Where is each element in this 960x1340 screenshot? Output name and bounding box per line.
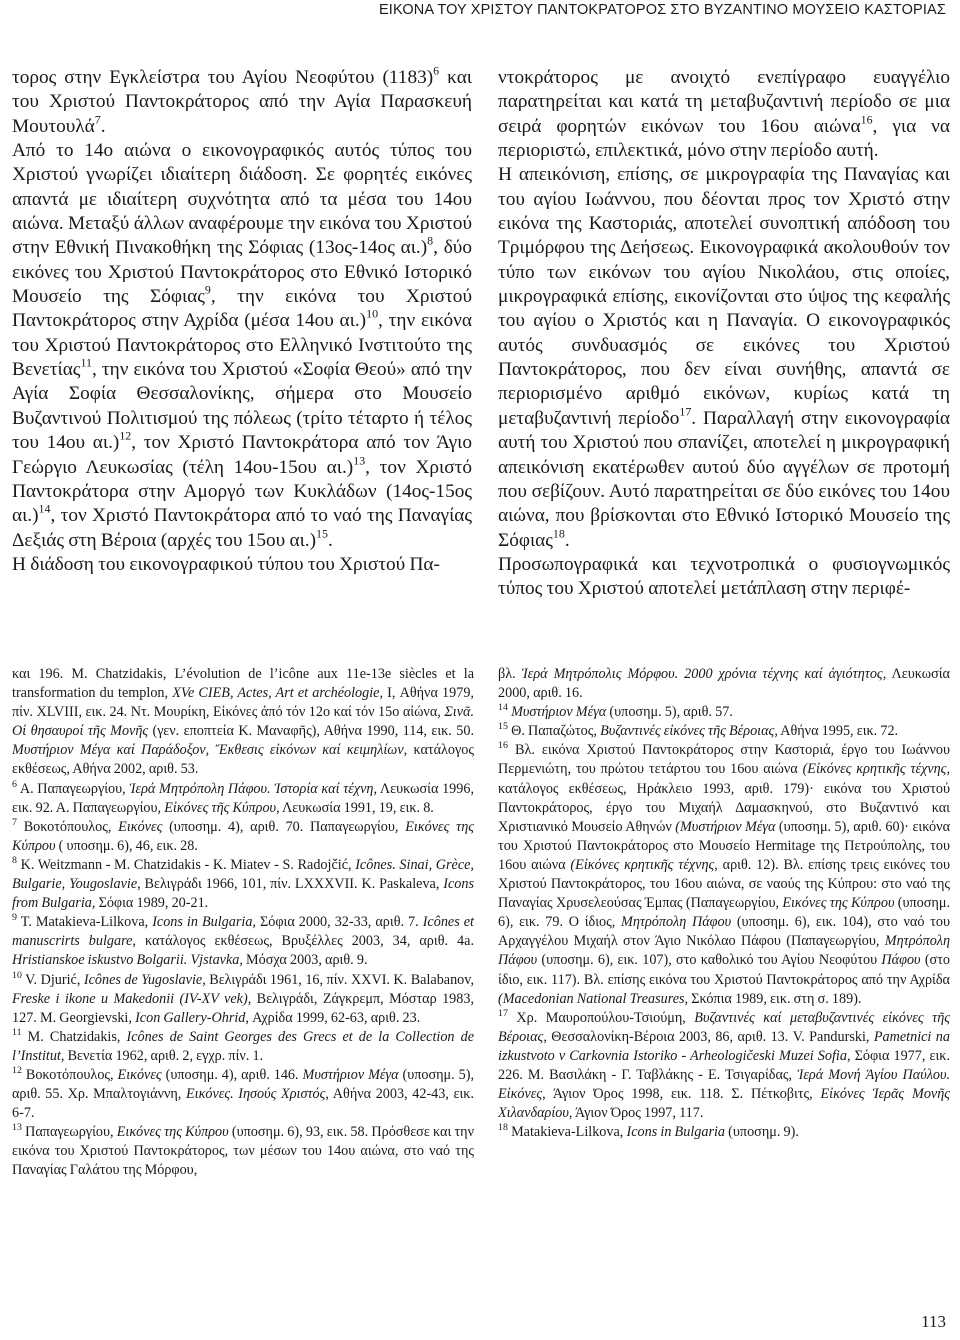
footnotes-right [498, 665, 950, 1142]
footnote: $^{16}$ Βλ. εικόνα Χριστού Παντοκράτορος στην Καστοριά, έργο του Ιωάννου Περμενιώτη, του πρώτου τετάρτου του 16ου αιώνα (Εἰκόνες κρητικῆς τέχνης, κατάλογος εκθέσεως, Ηράκλειο 1993, αριθ. 179)· εικόνα του Χριστού Παντοκράτορος, έργο του Μιχαήλ Δαμασκηνού, στο Βυζαντινό και Χριστιανικό Μουσείο Αθηνών (Μυστήριον Μέγα (υποσημ. 5), αριθ. 60)· εικόνα του Χριστού Παντοκράτορος στο Μουσείο Hermitage της Πετρούπολης, του 16ου αιώνα (Εἰκόνες κρητικῆς τέχνης, αριθ. 12). Βλ. επίσης τρεις εικόνες του Χριστού Παντοκράτορος, του 16ου αιώνα, σε ναούς της Κύπρου: στο ναό της Παναγίας Χρυσελεούσας Έμπας (Παπαγεωργίου, Εικόνες της Κύπρου (υποσημ. 6), εικ. 79. Ο ίδιος, Μητρόπολη Πάφου (υποσημ. 6), εικ. 104), στο ναό του Αρχαγγέλου Μιχαήλ στον Άγιο Νικόλαο Πάφου (Παπαγεωργίου, Μητρόπολη Πάφου (υποσημ. 6), εικ. 107), στο καθολικό του Αγίου Νεοφύτου Πάφου (στο ίδιο, εικ. 117). Βλ. επίσης εικόνα του Χριστού Παντοκράτορος από την Αχρίδα (Macedonian National Treasures, Σκόπια 1989, εικ. στη σ. 189). [498, 740, 951, 1007]
body-paragraph: Προσωπογραφικά και τεχνοτροπικά ο φυσιογνωμικός τύπος του Χριστού αποτελεί μετάπλαση στην περιφέ- [498, 553, 950, 600]
footnote: βλ. Ἱερά Μητρόπολις Μόρφου. 2000 χρόνια τέχνης καί ἁγιότητος, Λευκωσία 2000, αριθ. 16. [498, 666, 950, 702]
body-column-left [12, 63, 473, 577]
footnote: $^{10}$ V. Djurić, Icônes de Yugoslavie, Βελιγράδι 1961, 16, πίν. XXVI. K. Balabanov, Freske i ikone u Makedonii (IV-XV vek), Βελιγράδι, Ζάγκρεμπ, Μόσταρ 1983, 127. M. Georgievski, Icon Gallery-Ohrid, Αχρίδα 1999, 62-63, αριθ. 23. [12, 969, 474, 1026]
footnotes-left [12, 665, 474, 1181]
footnote: $^9$ T. Matakieva-Lilkova, Icons in Bulgaria, Σόφια 2000, 32-33, αριθ. 7. Icônes et manuscrirts bulgare, κατάλογος εκθέσεως, Βρυξέλλες 2003, 34, αριθ. 4a. Hristianskoe iskustvo Bolgarii. Vjstavka, Μόσχα 2003, αριθ. 9. [12, 912, 474, 969]
footnote: $^{14}$ Μυστήριον Μέγα (υποσημ. 5), αριθ. 57. [498, 702, 733, 721]
body-paragraph: Η διάδοση του εικονογραφικού τύπου του Χριστού Πα- [12, 553, 440, 575]
footnote: $^{13}$ Παπαγεωργίου, Εικόνες της Κύπρου (υποσημ. 6), 93, εικ. 58. Πρόσθεσε και την εικόνα του Χριστού Παντοκράτορος, των μέσων του 14ου αιώνα, στο ναό της Παναγίας Γαλάτου της Μόρφου, [12, 1122, 474, 1179]
body-paragraph: Από το 14ο αιώνα ο εικονογραφικός αυτός τύπος του Χριστού γνωρίζει ιδιαίτερη διάδοση. Σε φορητές εικόνες απαντά με ιδιαίτερη συχνότητα από τα μέσα του 14ου αιώνα. Μεταξύ άλλων αναφέρουμε την εικόνα του Χριστού στην Εθνική Πινακοθήκη της Σόφιας (13ος-14ος αι.)$^8$, δύο εικόνες του Χριστού Παντοκράτορος στο Εθνικό Ιστορικό Μουσείο της Σόφιας$^9$, την εικόνα του Χριστού Παντοκράτορος στην Αχρίδα (μέσα 14ου αι.)$^{10}$, την εικόνα του Χριστού Παντοκράτορος στο Ελληνικό Ινστιτούτο της Βενετίας$^{11}$, την εικόνα του Χριστού «Σοφία Θεού» από την Αγία Σοφία Θεσσαλονίκης, σήμερα στο Μουσείο Βυζαντινού Πολιτισμού της πόλεως (τρίτο τέταρτο ή τέλος του 14ου αι.)$^{12}$, τον Χριστό Παντοκράτορα από τον Άγιο Γεώργιο Λευκωσίας (τέλη 14ου-15ου αι.)$^{13}$, τον Χριστό Παντοκράτορα στην Αμοργό των Κυκλάδων (14ος-15ος αι.)$^{14}$, τον Χριστό Παντοκράτορα από το ναό της Παναγίας Δεξιάς στη Βέροια (αρχές του 15ου αι.)$^{15}$. [12, 140, 473, 551]
footnote: $^{11}$ M. Chatzidakis, Icônes de Saint Georges des Grecs et de la Collection de l’Institut, Βενετία 1962, αριθ. 2, εγχρ. πίν. 1. [12, 1026, 474, 1064]
page-number: 113 [921, 1312, 946, 1331]
footnote: $^7$ Βοκοτόπουλος, Εικόνες (υποσημ. 4), αριθ. 70. Παπαγεωργίου, Εικόνες της Κύπρου ( υποσημ. 6), 46, εικ. 28. [12, 816, 475, 854]
body-column-right [498, 66, 950, 602]
body-paragraph: ντοκράτορος με ανοιχτό ενεπίγραφο ευαγγέλιο παρατηρείται και κατά τη μεταβυζαντινή περίοδο σε μια σειρά φορητών εικόνων του 16ου αιώνα$^{16}$, για να περιοριστώ, επιλεκτικά, μόνο στην περίοδο αυτή. [498, 67, 950, 162]
footnote: $^{17}$ Χρ. Μαυροπούλου-Τσιούμη, Βυζαντινές καί μεταβυζαντινές εἰκόνες τῆς Βέροιας, Θεσσαλονίκη-Βέροια 2003, 86, αριθ. 13. V. Pandurski, Pametnici na izkustvoto v Carkovnia Istoriko - Arheologičeski Muzei Sofia, Σόφια 1977, εικ. 226. Μ. Βασιλάκη - Γ. Ταβλάκης - Ε. Τσιγαρίδας, Ἱερά Μονή Ἁγίου Παύλου. Εἰκόνες, Άγιον Όρος 1998, εικ. 118. Σ. Πέτκοβιτς, Εἰκόνες Ἱερᾶς Μονῆς Χιλανδαρίου, Άγιον Όρος 1997, 117. [498, 1007, 951, 1122]
footnote: $^{12}$ Βοκοτόπουλος, Εικόνες (υποσημ. 4), αριθ. 146. Μυστήριον Μέγα (υποσημ. 5), αριθ. 55. Χρ. Μπαλτογιάννη, Εικόνες. Ιησούς Χριστός, Αθήνα 2003, 42-43, εικ. 6-7. [12, 1065, 475, 1122]
body-paragraph: Η απεικόνιση, επίσης, σε μικρογραφία της Παναγίας και του αγίου Ιωάννου, που δέονται προς τον Χριστό στην εικόνα της Καστοριάς, αποτελεί συνοπτική απόδοση του Τριμόρφου της Δεήσεως. Εικονογραφικά ακολουθούν τον τύπο των εικόνων του αγίου Νικολάου, στις οποίες, μικρογραφικά επίσης, εικονίζονται στο ύψος της κεφαλής του αγίου ο Χριστός και η Παναγία. Ο εικονογραφικός αυτός συνδυασμός σε εικόνες του Χριστού Παντοκράτορος, που δεν είναι συνήθης, απαντά σε περιορισμένο αριθμό εικόνων, κυρίως κατά τη μεταβυζαντινή περίοδο$^{17}$. Παραλλαγή στην εικονογραφία αυτή του Χριστού που σπανίζει, αποτελεί η μικρογραφική απεικόνιση εκατέρωθεν αυτού δύο αγγέλων σε προτομή που σεβίζουν. Αυτό παρατηρείται σε δύο εικόνες του 14ου αιώνα, που βρίσκονται στο Εθνικό Ιστορικό Μουσείο της Σόφιας$^{18}$. [498, 164, 950, 551]
running-head: ΕΙΚΟΝΑ ΤΟΥ ΧΡΙΣΤΟΥ ΠΑΝΤΟΚΡΑΤΟΡΟΣ ΣΤΟ ΒΥΖΑΝΤΙΝΟ ΜΟΥΣΕΙΟ ΚΑΣΤΟΡΙΑΣ [378, 2, 946, 18]
body-paragraph: τορος στην Εγκλείστρα του Αγίου Νεοφύτου $(1183)^6$ και του Χριστού Παντοκράτορος από την Αγία Παρασκευή Μουτουλά$^7$. [12, 63, 472, 137]
footnote: και 196. M. Chatzidakis, L’évolution de l’icône aux 11e-13e siècles et la transformation du templon, XVe CIEB, Actes, Art et archéologie, I, Αθήνα 1979, πίν. XLVIII, εικ. 24. Ντ. Μουρίκη, Εἰκόνες ἀπό τόν 12ο καί τόν 15ο αἰώνα, Σινᾶ. Οἱ θησαυροί τῆς Μονῆς (γεν. εποπτεία Κ. Μαναφῆς), Αθήνα 1990, 114, εικ. 50. Μυστήριον Μέγα καί Παράδοξον, Ἔκθεσις εἰκόνων καί κειμηλίων, κατάλογος εκθέσεως, Αθήνα 2002, αριθ. 53. [12, 666, 475, 778]
footnote: $^8$ K. Weitzmann - M. Chatzidakis - K. Miatev - S. Radojčić, Icônes. Sinai, Grèce, Bulgarie, Yougoslavie, Βελιγράδι 1966, 101, πίν. LXXXVII. K. Paskaleva, Icons from Bulgaria, Σόφια 1989, 20-21. [12, 854, 474, 912]
footnote: $^6$ Α. Παπαγεωργίου, Ἱερά Μητρόπολη Πάφου. Ἱστορία καί τέχνη, Λευκωσία 1996, εικ. 92. Α. Παπαγεωργίου, Εἰκόνες τῆς Κύπρου, Λευκωσία 1991, 19, εικ. 8. [12, 778, 474, 816]
footnote: $^{15}$ Θ. Παπαζώτος, Βυζαντινές εἰκόνες τῆς Βέροιας, Αθήνα 1995, εικ. 72. [498, 721, 899, 740]
footnote: $^{18}$ Matakieva-Lilkova, Icons in Bulgaria (υποσημ. 9). [498, 1122, 799, 1141]
